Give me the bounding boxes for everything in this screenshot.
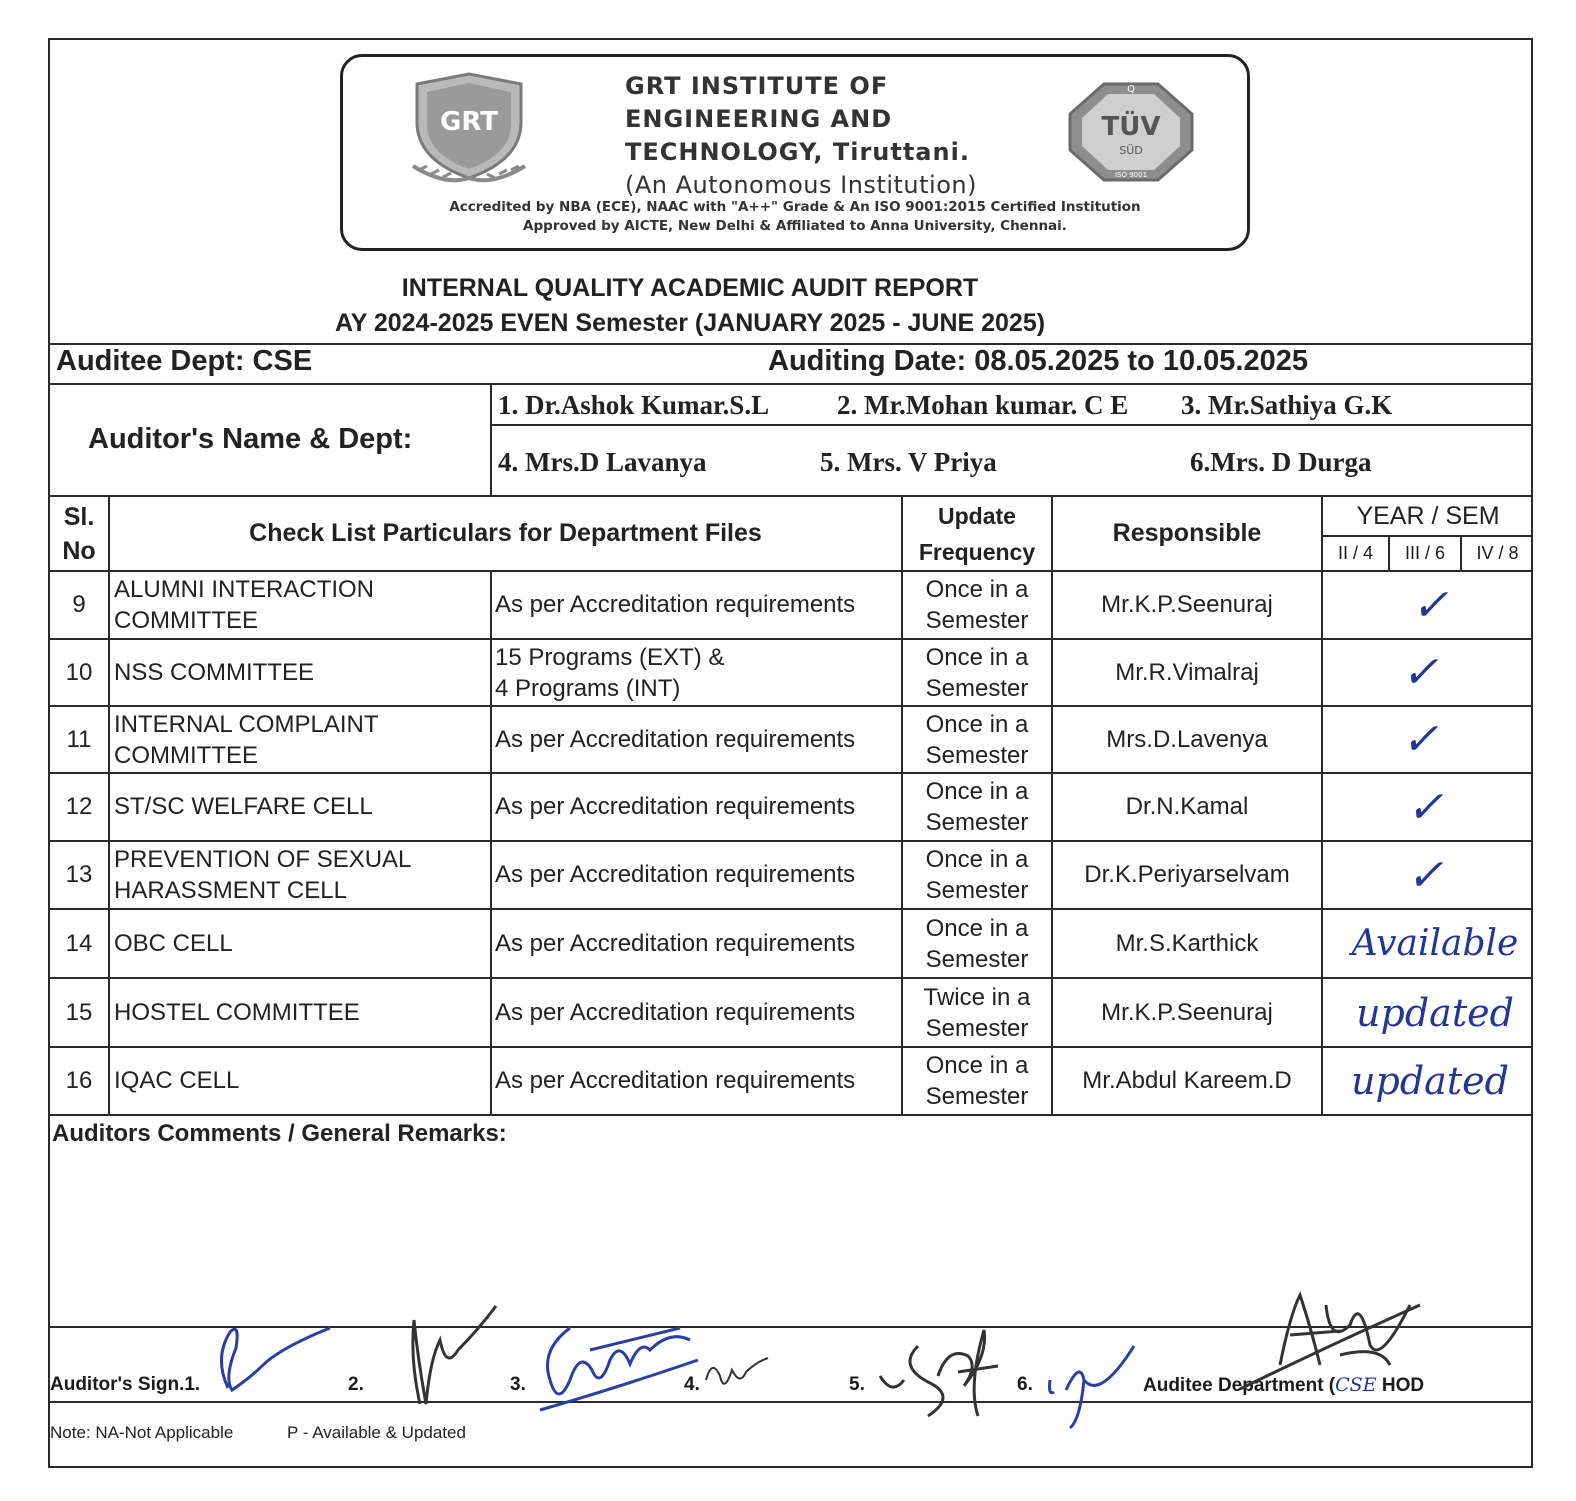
- sign-number-3: 3.: [510, 1374, 526, 1395]
- row-12-no: 12: [65, 793, 93, 820]
- row-14-status: Available: [1351, 923, 1519, 964]
- accreditation-text: [350, 198, 1240, 236]
- auditee-dept: Auditee Dept: CSE: [56, 345, 313, 377]
- row-12-item: ST/SC WELFARE CELL: [114, 793, 373, 820]
- sign-number-5: 5.: [849, 1374, 865, 1395]
- auditor-6: 6.Mrs. D Durga: [1190, 447, 1372, 477]
- row-14-responsible: Mr.S.Karthick: [1115, 929, 1259, 957]
- auditor-1: 1. Dr.Ashok Kumar.S.L: [498, 390, 770, 420]
- signature-4: [700, 1350, 772, 1400]
- row-11-frequency: Once in a Semester: [925, 710, 1029, 769]
- row-10-frequency: Once in a Semester: [925, 643, 1029, 702]
- row-14-frequency: Once in a Semester: [925, 914, 1029, 973]
- row-12-requirement: As per Accreditation requirements: [495, 793, 856, 820]
- note-na: Note: NA-Not Applicable: [50, 1423, 234, 1442]
- auditor-sign-label: Auditor's Sign.1.: [50, 1374, 201, 1395]
- row-14-no: 14: [65, 929, 93, 957]
- auditor-4: 4. Mrs.D Lavanya: [498, 447, 707, 477]
- row-16-requirement: As per Accreditation requirements: [495, 1067, 856, 1094]
- row-10-requirement: 15 Programs (EXT) & 4 Programs (INT): [495, 643, 725, 702]
- signature-6: [1040, 1340, 1140, 1430]
- row-13-status: ✓: [1406, 849, 1444, 901]
- auditor-label: Auditor's Name & Dept:: [88, 423, 413, 455]
- row-13-item: PREVENTION OF SEXUAL HARASSMENT CELL: [114, 846, 412, 904]
- auditor-2: 2. Mr.Mohan kumar. C E: [837, 390, 1129, 420]
- row-11-responsible: Mrs.D.Lavenya: [1106, 725, 1268, 753]
- row-12-frequency: Once in a Semester: [925, 778, 1029, 836]
- row-15-status: updated: [1356, 990, 1514, 1035]
- report-subtitle: AY 2024-2025 EVEN Semester (JANUARY 2025 - JUNE 2025): [334, 309, 1046, 337]
- row-12-responsible: Dr.N.Kamal: [1125, 793, 1249, 820]
- grt-logo: [405, 70, 533, 188]
- row-9-requirement: As per Accreditation requirements: [495, 591, 856, 618]
- row-16-no: 16: [65, 1067, 93, 1094]
- header-year-3: III / 6: [1404, 543, 1446, 563]
- row-10-item: NSS COMMITTEE: [114, 658, 315, 686]
- accreditation-line-2: Approved by AICTE, New Delhi & Affiliated to Anna University, Chennai.: [523, 218, 1067, 234]
- report-title: INTERNAL QUALITY ACADEMIC AUDIT REPORT: [401, 274, 979, 302]
- row-15-requirement: As per Accreditation requirements: [495, 998, 856, 1026]
- row-10-no: 10: [65, 658, 93, 686]
- row-13-no: 13: [65, 861, 93, 888]
- signature-hod: [1230, 1285, 1430, 1395]
- row-9-no: 9: [72, 591, 86, 618]
- header-year-2: II / 4: [1337, 543, 1373, 563]
- row-13-frequency: Once in a Semester: [925, 846, 1029, 904]
- tuv-top: Q: [1127, 84, 1135, 95]
- auditee-dept-handwritten: CSE: [1335, 1374, 1377, 1396]
- row-9-frequency: Once in a Semester: [925, 576, 1029, 634]
- row-9-item: ALUMNI INTERACTION COMMITTEE: [114, 576, 375, 634]
- signature-1: [210, 1318, 340, 1398]
- header-particulars: Check List Particulars for Department Files: [249, 519, 762, 547]
- row-15-responsible: Mr.K.P.Seenuraj: [1101, 998, 1273, 1026]
- tuv-bottom: ISO 9001: [1114, 171, 1148, 179]
- row-12-status: ✓: [1406, 781, 1444, 833]
- auditing-date: Auditing Date: 08.05.2025 to 10.05.2025: [768, 345, 1308, 377]
- auditor-3: 3. Mr.Sathiya G.K: [1181, 390, 1393, 420]
- row-13-requirement: As per Accreditation requirements: [495, 861, 856, 888]
- row-16-status: updated: [1351, 1059, 1509, 1103]
- grt-logo-text: GRT: [440, 107, 498, 137]
- institution-line-2: ENGINEERING AND: [625, 105, 893, 133]
- institution-name: [625, 70, 977, 202]
- sign-number-4: 4.: [684, 1374, 700, 1395]
- row-16-item: IQAC CELL: [114, 1067, 240, 1094]
- row-14-requirement: As per Accreditation requirements: [495, 929, 856, 957]
- tuv-logo: [1066, 80, 1196, 184]
- row-15-item: HOSTEL COMMITTEE: [114, 998, 360, 1026]
- row-10-status: ✓: [1401, 647, 1439, 698]
- sign-number-6: 6.: [1017, 1374, 1033, 1395]
- institution-line-1: GRT INSTITUTE OF: [625, 72, 889, 100]
- row-14-item: OBC CELL: [114, 929, 233, 957]
- header-sl-no: Sl. No: [62, 502, 96, 565]
- row-10-responsible: Mr.R.Vimalraj: [1115, 658, 1259, 686]
- row-11-status: ✓: [1401, 714, 1439, 765]
- row-13-responsible: Dr.K.Periyarselvam: [1084, 861, 1290, 888]
- row-11-no: 11: [66, 725, 92, 753]
- accreditation-line-1: Accredited by NBA (ECE), NAAC with "A++" Grade & An ISO 9001:2015 Certified Institution: [449, 199, 1141, 215]
- row-9-status: ✓: [1411, 579, 1449, 631]
- row-15-frequency: Twice in a Semester: [923, 983, 1031, 1042]
- row-9-responsible: Mr.K.P.Seenuraj: [1101, 591, 1273, 618]
- remarks-label: Auditors Comments / General Remarks:: [52, 1120, 507, 1147]
- tuv-main: TÜV: [1101, 112, 1161, 142]
- header-responsible: Responsible: [1112, 519, 1262, 547]
- tuv-sub: SÜD: [1119, 144, 1143, 157]
- row-11-requirement: As per Accreditation requirements: [495, 725, 856, 753]
- signature-3: [530, 1320, 700, 1415]
- row-15-no: 15: [65, 998, 93, 1026]
- header-frequency: Update Frequency: [918, 502, 1036, 565]
- header-year-4: IV / 8: [1476, 543, 1519, 563]
- signature-2: [400, 1300, 500, 1410]
- row-16-responsible: Mr.Abdul Kareem.D: [1082, 1067, 1292, 1094]
- institution-line-3: TECHNOLOGY, Tiruttani.: [625, 138, 970, 166]
- header-year-sem: YEAR / SEM: [1356, 501, 1500, 530]
- sign-number-2: 2.: [348, 1374, 364, 1395]
- signature-5: [868, 1326, 998, 1426]
- auditor-5: 5. Mrs. V Priya: [820, 447, 997, 477]
- row-11-item: INTERNAL COMPLAINT COMMITTEE: [114, 710, 379, 769]
- row-16-frequency: Once in a Semester: [925, 1052, 1029, 1110]
- auditee-sign-label: Auditee Department (CSE HOD: [1143, 1374, 1425, 1396]
- note-p: P - Available & Updated: [287, 1423, 466, 1442]
- institution-line-4: (An Autonomous Institution): [625, 171, 977, 199]
